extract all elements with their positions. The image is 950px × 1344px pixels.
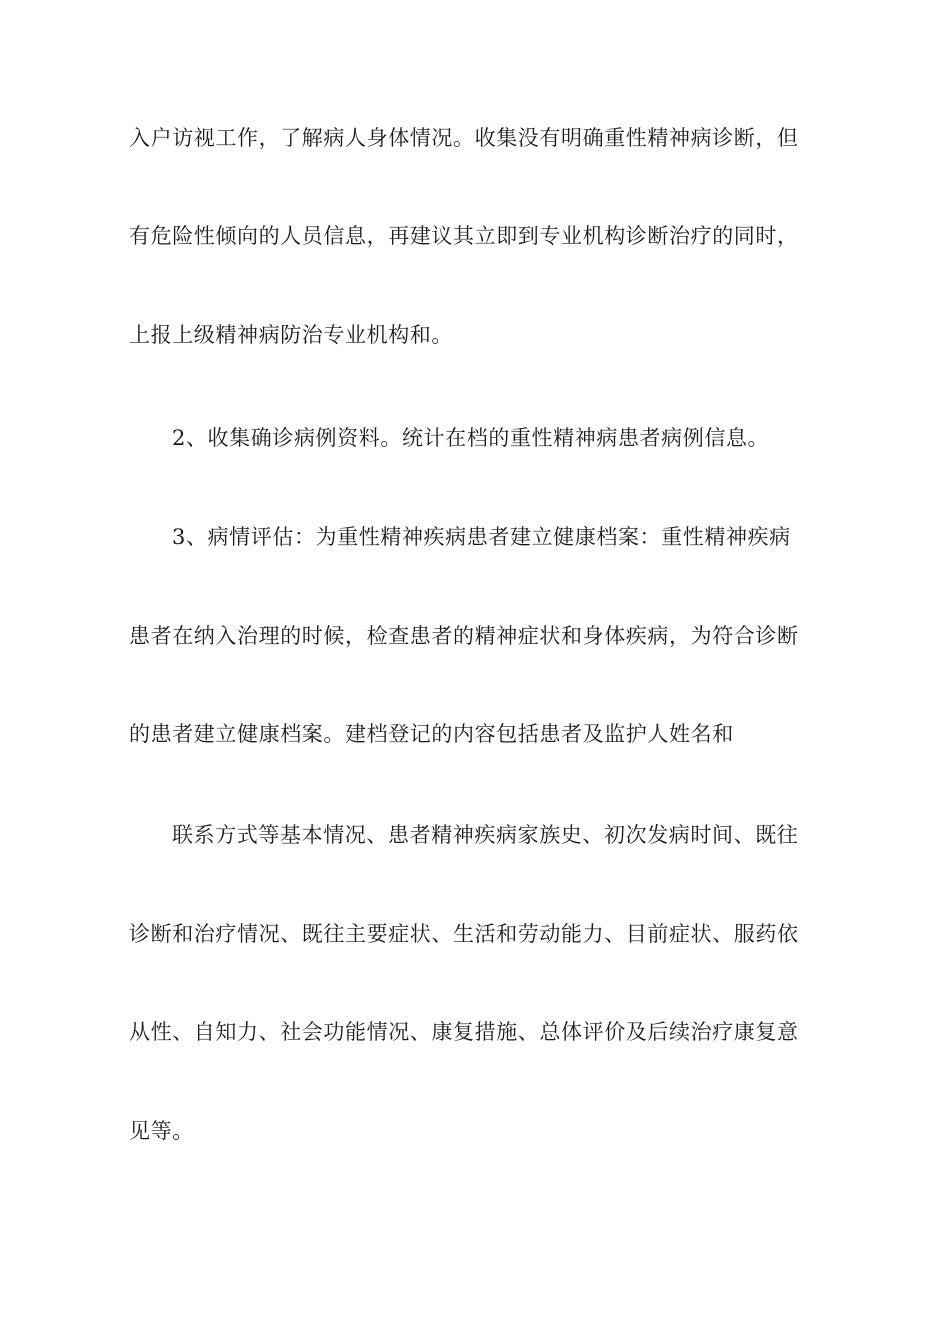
text-line: 3、病情评估：为重性精神疾病患者建立健康档案：重性精神疾病 [172, 525, 791, 549]
text-line: 诊断和治疗情况、既往主要症状、生活和劳动能力、目前症状、服药依 [129, 922, 799, 946]
text-line: 有危险性倾向的人员信息，再建议其立即到专业机构诊断治疗的同时， [129, 224, 799, 248]
text-line: 入户访视工作，了解病人身体情况。收集没有明确重性精神病诊断，但 [129, 126, 799, 150]
text-line: 从性、自知力、社会功能情况、康复措施、总体评价及后续治疗康复意 [129, 1020, 799, 1044]
text-line: 患者在纳入治理的时候，检查患者的精神症状和身体疾病，为符合诊断 [129, 624, 799, 648]
text-line: 上报上级精神病防治专业机构和。 [129, 323, 453, 347]
text-line: 的患者建立健康档案。建档登记的内容包括患者及监护人姓名和 [129, 722, 734, 746]
text-line: 见等。 [129, 1119, 194, 1143]
text-line: 2、收集确诊病例资料。统计在档的重性精神病患者病例信息。 [172, 426, 770, 450]
text-line: 联系方式等基本情况、患者精神疾病家族史、初次发病时间、既往 [172, 823, 799, 847]
